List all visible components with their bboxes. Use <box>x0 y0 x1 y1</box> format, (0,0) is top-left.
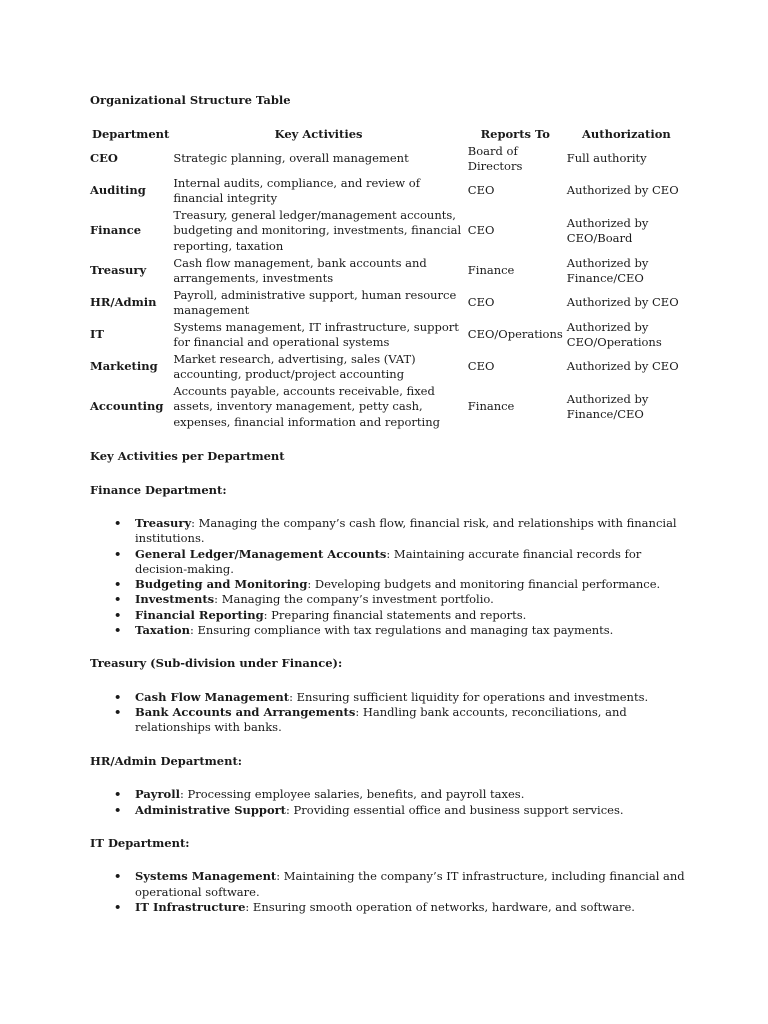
cell-activities: Cash flow management, bank accounts and arrangements, investments <box>173 255 427 285</box>
item-text: : Maintaining the company’s IT infrastructure, including financial and operational software. <box>135 869 685 899</box>
cell-activities: Systems management, IT infrastructure, support for financial and operational systems <box>173 319 459 349</box>
cell-activities: Accounts payable, accounts receivable, fixed assets, inventory management, petty cash, expenses, financial information and reporting <box>173 383 440 429</box>
bullet-icon: • <box>114 516 122 530</box>
section-title-treasury: Treasury (Sub-division under Finance): <box>90 656 343 671</box>
list-item <box>90 705 690 736</box>
org-structure-table <box>88 126 688 431</box>
section-title-finance: Finance Department: <box>90 482 227 497</box>
cell-reports-to: CEO <box>467 359 495 374</box>
item-term: Payroll <box>135 787 180 802</box>
item-text: : Providing essential office and business support services. <box>286 802 624 817</box>
item-text: : Handling bank accounts, reconciliations, and relationships with banks. <box>135 705 627 735</box>
cell-department: Accounting <box>90 399 164 414</box>
cell-reports-to: CEO <box>467 223 495 238</box>
cell-activities: Payroll, administrative support, human resource management <box>173 287 457 317</box>
list-item <box>90 900 690 915</box>
list-item <box>90 516 690 547</box>
bullet-icon: • <box>114 802 122 817</box>
item-text: : Ensuring sufficient liquidity for operations and investments. <box>289 689 649 704</box>
bullet-icon: • <box>114 623 122 638</box>
item-text: : Preparing financial statements and reports. <box>263 607 527 622</box>
key-activities-title: Key Activities per Department <box>90 449 285 463</box>
bullet-icon: • <box>114 705 122 720</box>
item-term: Systems Management <box>135 869 277 884</box>
table-row <box>88 351 688 383</box>
bullet-icon: • <box>114 787 122 802</box>
bullet-icon: • <box>114 899 122 914</box>
item-term: Bank Accounts and Arrangements <box>135 705 356 720</box>
cell-authorization: Authorized by CEO <box>566 359 679 374</box>
finance-activity-list <box>90 516 690 638</box>
it-activity-list <box>90 869 690 915</box>
bullet-icon: • <box>114 577 122 592</box>
cell-authorization: Authorized by Finance/CEO <box>566 391 649 421</box>
header-reports-to: Reports To <box>480 126 550 141</box>
section-title-hr-admin: HR/Admin Department: <box>90 753 243 768</box>
key-activities-sections <box>90 449 690 933</box>
item-term: IT Infrastructure <box>135 899 246 914</box>
list-item <box>90 608 690 623</box>
list-item <box>90 592 690 607</box>
bullet-icon: • <box>114 869 122 884</box>
item-text: : Ensuring smooth operation of networks, hardware, and software. <box>245 899 635 914</box>
cell-activities: Treasury, general ledger/management accounts, budgeting and monitoring, investments, financial reporting, taxation <box>173 207 462 253</box>
table-row <box>88 383 688 431</box>
item-term: Administrative Support <box>135 802 286 817</box>
section-title-it: IT Department: <box>90 835 190 850</box>
bullet-icon: • <box>114 546 122 561</box>
list-item <box>90 869 690 900</box>
hr-admin-activity-list <box>90 787 690 818</box>
table-header-row <box>88 126 688 143</box>
list-item <box>90 577 690 592</box>
item-text: : Processing employee salaries, benefits, and payroll taxes. <box>179 787 525 802</box>
item-term: Budgeting and Monitoring <box>135 577 308 592</box>
cell-reports-to: Finance <box>467 399 515 414</box>
cell-reports-to: CEO <box>467 183 495 198</box>
table-row <box>88 255 688 287</box>
item-text: : Maintaining accurate financial records for decision-making. <box>135 546 642 576</box>
list-item <box>90 547 690 578</box>
cell-authorization: Authorized by Finance/CEO <box>566 255 649 285</box>
cell-department: Treasury <box>90 263 147 278</box>
cell-authorization: Authorized by CEO <box>566 183 679 198</box>
table-row <box>88 287 688 319</box>
item-term: Treasury <box>135 516 192 530</box>
table-row <box>88 319 688 351</box>
bullet-icon: • <box>114 689 122 704</box>
list-item <box>90 787 690 802</box>
cell-department: HR/Admin <box>90 295 157 310</box>
table-row <box>88 207 688 255</box>
cell-department: Auditing <box>90 183 146 198</box>
cell-authorization: Authorized by CEO/Board <box>566 215 649 245</box>
item-term: Taxation <box>135 623 190 638</box>
cell-activities: Internal audits, compliance, and review of financial integrity <box>173 175 420 205</box>
list-item <box>90 803 690 818</box>
item-term: Investments <box>135 592 215 607</box>
cell-activities: Strategic planning, overall management <box>173 151 409 166</box>
cell-reports-to: Finance <box>467 263 515 278</box>
bullet-icon: • <box>114 607 122 622</box>
bullet-icon: • <box>114 592 122 607</box>
cell-authorization: Authorized by CEO <box>566 295 679 310</box>
cell-activities: Market research, advertising, sales (VAT) accounting, product/project accounting <box>173 351 416 381</box>
document-title: Organizational Structure Table <box>90 93 291 107</box>
cell-reports-to: CEO/Operations <box>467 327 563 342</box>
cell-reports-to: CEO <box>467 295 495 310</box>
header-key-activities: Key Activities <box>274 126 363 141</box>
cell-reports-to: Board of Directors <box>467 143 523 173</box>
list-item <box>90 690 690 705</box>
cell-authorization: Full authority <box>566 151 647 166</box>
item-term: Cash Flow Management <box>135 689 290 704</box>
cell-authorization: Authorized by CEO/Operations <box>566 319 662 349</box>
cell-department: CEO <box>90 151 118 166</box>
table-row <box>88 143 688 175</box>
item-term: Financial Reporting <box>135 607 264 622</box>
header-authorization: Authorization <box>582 126 671 141</box>
item-text: : Developing budgets and monitoring financial performance. <box>307 577 661 592</box>
header-department: Department <box>92 126 170 141</box>
item-text: : Managing the company’s investment portfolio. <box>214 592 494 607</box>
cell-department: IT <box>90 327 104 342</box>
item-text: : Managing the company’s cash flow, financial risk, and relationships with financial institutions. <box>135 516 677 546</box>
list-item <box>90 623 690 638</box>
item-text: : Ensuring compliance with tax regulations and managing tax payments. <box>189 623 614 638</box>
item-term: General Ledger/Management Accounts <box>135 546 387 561</box>
table-row <box>88 175 688 207</box>
treasury-activity-list <box>90 690 690 736</box>
cell-department: Marketing <box>90 359 158 374</box>
cell-department: Finance <box>90 223 142 238</box>
